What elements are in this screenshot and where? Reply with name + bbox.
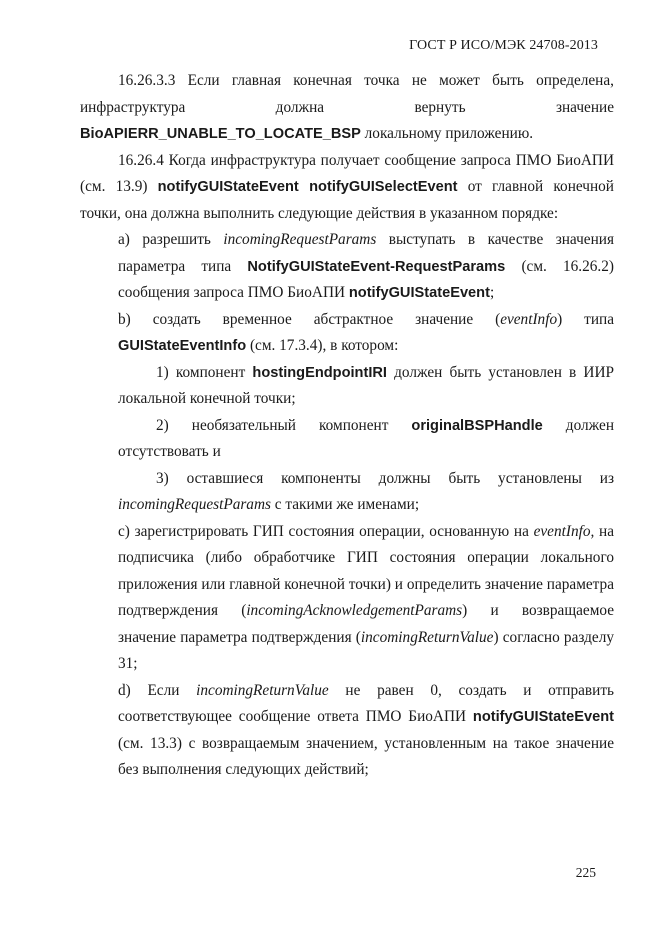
code-notify-gui-state-event: notifyGUIStateEvent (348, 285, 490, 301)
text-run: 3) оставшиеся компоненты должны быть установлены из (156, 469, 614, 487)
page-header-standard: ГОСТ Р ИСО/МЭК 24708-2013 (409, 38, 598, 53)
text-run: c) зарегистрировать ГИП состояния операции, основанную на (118, 522, 534, 540)
text-run: с такими же именами; (270, 496, 420, 513)
paragraph-16-26-3-3-line2: инфраструктура должна вернуть значение (80, 98, 614, 116)
text-run: ) согласно разделу 31; (118, 628, 614, 672)
paragraph-16-26-4 (80, 148, 614, 228)
list-subitem-b1 (80, 360, 614, 413)
document-body (80, 68, 614, 784)
code-notify-gui-state-event: notifyGUIStateEvent (472, 709, 614, 725)
italic-term: incomingRequestParams (118, 496, 271, 513)
text-run: (см. 17.3.4), в котором: (246, 337, 399, 354)
text-run: ) типа (557, 310, 614, 328)
italic-term: eventInfo, (533, 522, 595, 540)
text-run: 2) необязательный компонент (156, 416, 412, 434)
text-run: должен быть установлен в ИИР локальной конечной точки; (118, 363, 615, 407)
text-run: 16.26.4 Когда инфраструктура получает сообщение запроса ПМО БиоАПИ (см. 13.9) (80, 151, 614, 195)
text-run: d) Если (118, 681, 197, 699)
paragraph-16-26-3-3-line3 (80, 121, 614, 148)
text-run: (см. 13.3) с возвращаемым значением, установленным на такое значение без выполнения следующих действий; (118, 734, 614, 778)
italic-term: eventInfo (500, 310, 558, 328)
text-run: локальному приложению. (360, 125, 534, 142)
code-request-params-type: NotifyGUIStateEvent-RequestParams (247, 258, 506, 275)
list-item-a (80, 227, 614, 307)
code-bioapierr-unable-to-locate-bsp: BioAPIERR_UNABLE_TO_LOCATE_BSP (80, 126, 361, 142)
italic-term: incomingReturnValue (360, 628, 494, 646)
list-subitem-b2 (80, 413, 614, 466)
code-original-bsp-handle: originalBSPHandle (411, 417, 543, 434)
italic-term: incomingReturnValue (196, 681, 329, 699)
paragraph-16-26-3-3-line1: 16.26.3.3 Если главная конечная точка не может быть определена, (118, 72, 614, 89)
list-item-c (80, 519, 614, 678)
text-run: а) разрешить (118, 231, 224, 248)
list-item-d (80, 678, 614, 784)
code-gui-state-event-info: GUIStateEventInfo (118, 338, 247, 354)
text-run: не равен 0, создать и отправить соответствующее сообщение ответа ПМО БиоАПИ (118, 681, 614, 725)
text-run: от главной конечной точки, она должна выполнить следующие действия в указанном порядке: (80, 178, 614, 222)
italic-term: incomingRequestParams (223, 231, 377, 248)
text-run: на подписчика (либо обработчике ГИП состояния операции локального приложения или главной конечной точки) и определить значение параметра подтверждения ( (118, 522, 614, 619)
text-run: выступать в качестве значения параметра типа (118, 231, 614, 275)
list-subitem-b3 (80, 466, 614, 519)
text-run: должен отсутствовать и (118, 416, 615, 460)
italic-term: incomingAcknowledgementParams (246, 602, 463, 619)
code-notify-gui-events: notifyGUIStateEvent notifyGUISelectEvent (157, 179, 458, 195)
text-run: ) и возвращаемое значение параметра подтверждения ( (118, 602, 614, 646)
text-run: b) создать временное абстрактное значение ( (118, 310, 501, 328)
page-number: 225 (575, 865, 596, 880)
text-run: (см. 16.26.2) сообщения запроса ПМО БиоАПИ (118, 257, 614, 301)
code-hosting-endpoint-iri: hostingEndpointIRI (252, 364, 387, 381)
list-item-b (80, 307, 614, 360)
text-run: 1) компонент (156, 363, 253, 381)
text-run: ; (489, 284, 495, 301)
